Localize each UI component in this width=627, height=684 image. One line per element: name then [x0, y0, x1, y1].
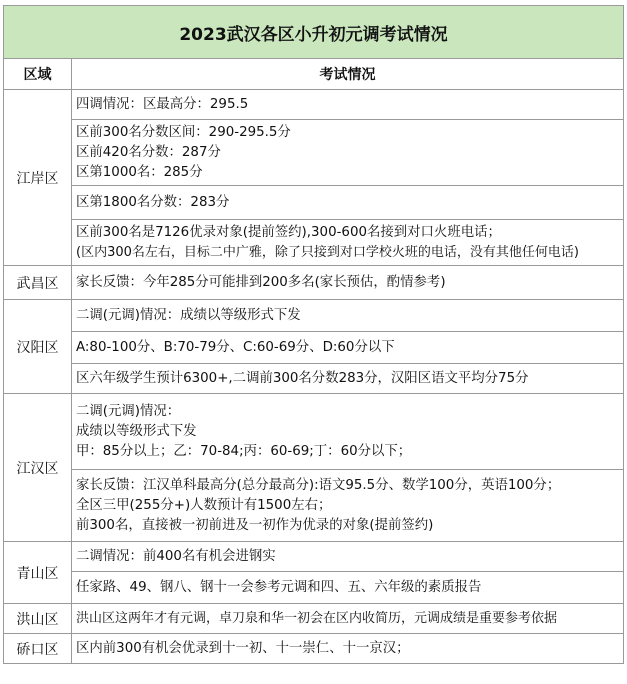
text-line: 成绩以等级形式下发: [76, 423, 197, 439]
text-line: 四调情况：区最高分：295.5: [76, 96, 249, 112]
text-line: 区第1800名分数：283分: [76, 194, 230, 210]
text-line: 家长反馈：江汉单科最高分(总分最高分):语文95.5分、数学100分，英语100分；: [76, 477, 561, 493]
table-cell: [72, 542, 624, 572]
table-cell: [72, 90, 624, 120]
text-line: 洪山区这两年才有元调，卓刀泉和华一初会在区内收简历，元调成绩是重要参考依据: [76, 610, 558, 626]
text-line: 区六年级学生预计6300+,二调前300名分数283分，汉阳区语文平均分75分: [76, 370, 529, 386]
header-info: 考试情况: [72, 59, 624, 90]
region-qiaokou: 硚口区: [4, 634, 72, 664]
region-wuchang: 武昌区: [4, 266, 72, 300]
text-line: 任家路、49、钢八、钢十一会参考元调和四、五、六年级的素质报告: [76, 579, 482, 595]
table-cell: [72, 120, 624, 186]
table-cell: [72, 332, 624, 364]
text-line: (区内300名左右，目标二中广雅，除了只接到对口学校火班的电话，没有其他任何电话): [76, 244, 579, 260]
header-region: 区域: [4, 59, 72, 90]
table-cell: [72, 634, 624, 664]
table-cell: [72, 220, 624, 266]
table-cell: [72, 470, 624, 542]
text-line: 前300名，直接被一初前进及一初作为优录的对象(提前签约): [76, 517, 434, 533]
text-line: 二调(元调)情况：成绩以等级形式下发: [76, 307, 301, 323]
region-hanyang: 汉阳区: [4, 300, 72, 394]
table-cell: [72, 572, 624, 604]
table-title: 2023武汉各区小升初元调考试情况: [4, 6, 624, 59]
text-line: 区内前300有机会优录到十一初、十一崇仁、十一京汉；: [76, 640, 410, 656]
region-hongshan: 洪山区: [4, 604, 72, 634]
text-line: 家长反馈：今年285分可能排到200多名(家长预估，酌情参考): [76, 274, 446, 290]
text-line: 区前300名是7126优录对象(提前签约),300-600名接到对口火班电话；: [76, 224, 501, 240]
text-line: 二调(元调)情况：: [76, 403, 181, 419]
table-cell: [72, 364, 624, 394]
text-line: 全区三甲(255分+)人数预计有1500左右；: [76, 497, 332, 513]
exam-table: [3, 5, 624, 664]
table-cell: [72, 300, 624, 332]
text-line: 二调情况：前400名有机会进钢实: [76, 548, 276, 564]
region-jianghan: 江汉区: [4, 394, 72, 542]
table-cell: [72, 266, 624, 300]
region-jiangan: 江岸区: [4, 90, 72, 266]
text-line: A:80-100分、B:70-79分、C:60-69分、D:60分以下: [76, 339, 395, 355]
text-line: 区第1000名：285分: [76, 164, 203, 180]
table-cell: [72, 604, 624, 634]
region-qingshan: 青山区: [4, 542, 72, 604]
text-line: 区前300名分数区间：290-295.5分: [76, 124, 291, 140]
table-cell: [72, 394, 624, 470]
text-line: 区前420名分数：287分: [76, 144, 221, 160]
text-line: 甲：85分以上；乙：70-84;丙：60-69;丁：60分以下；: [76, 443, 412, 459]
table-cell: [72, 186, 624, 220]
